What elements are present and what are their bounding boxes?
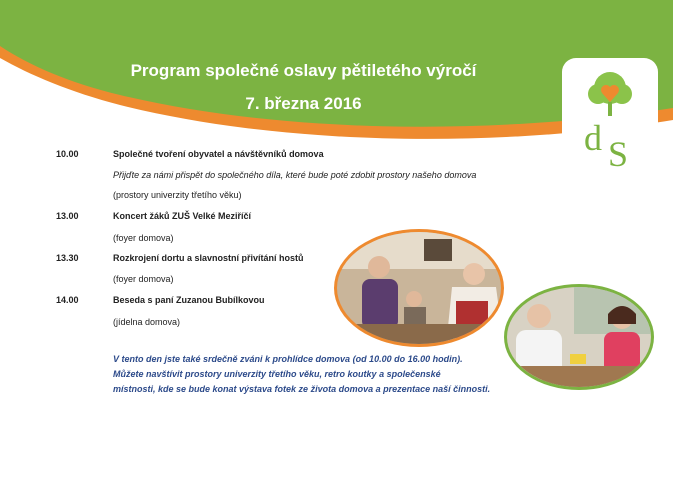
svg-text:d: d (584, 118, 602, 158)
page-title: Program společné oslavy pětiletého výročí (130, 61, 477, 80)
program-description-1: Přijďte za námi přispět do společného díla, které bude poté zdobit prostory našeho domova (113, 170, 477, 180)
program-time-3: 13.30 (56, 253, 79, 263)
svg-text:S: S (608, 134, 629, 174)
program-time-4: 14.00 (56, 295, 79, 305)
program-title-4: Beseda s paní Zuzanou Bubílkovou (113, 295, 265, 305)
event-date: 7. března 2016 (245, 94, 362, 113)
program-time-2: 13.00 (56, 211, 79, 221)
program-title-3: Rozkrojení dortu a slavnostní přivítání hostů (113, 253, 304, 263)
program-place-1: (prostory univerzity třetího věku) (113, 190, 242, 200)
program-time-1: 10.00 (56, 149, 79, 159)
program-title-1: Společné tvoření obyvatel a návštěvníků domova (113, 149, 324, 159)
footer-note: V tento den jste také srdečně zváni k prohlídce domova (od 10.00 do 16.00 hodin). Můžete navštívit prostory univerzity třetího věku, retro koutky a společenské místnosti, kde se bude konat výstava fotek ze života domova a prezentace naší činnosti. (113, 354, 491, 394)
program-place-2: (foyer domova) (113, 233, 174, 243)
program-place-3: (foyer domova) (113, 274, 174, 284)
program-place-4: (jídelna domova) (113, 317, 181, 327)
program-title-2: Koncert žáků ZUŠ Velké Meziříčí (113, 211, 252, 221)
logo (562, 58, 658, 180)
photo-celebration (334, 229, 504, 347)
